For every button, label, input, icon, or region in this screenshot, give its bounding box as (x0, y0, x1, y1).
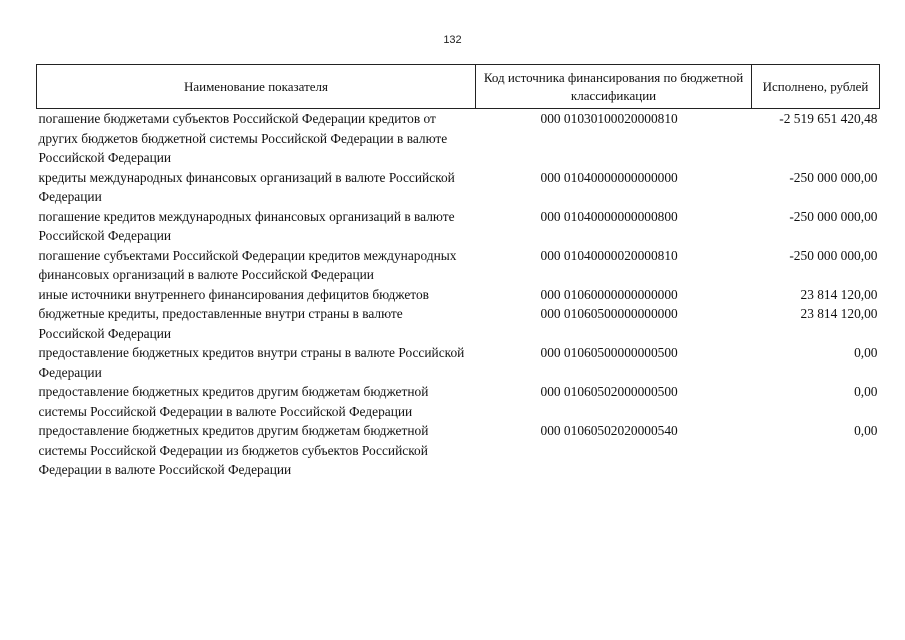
table-body (37, 109, 880, 480)
row-source-code: 000 01060502000000500 (540, 384, 678, 399)
table-row (37, 421, 880, 480)
header-source-code: Код источника финансирования по бюджетной классификации (476, 65, 752, 109)
budget-sources-table (36, 64, 880, 480)
row-indicator-name: погашение кредитов международных финансовых организаций в валюте Российской Федерации (38, 208, 455, 243)
row-executed-amount: -250 000 000,00 (789, 208, 878, 224)
row-executed-amount: 0,00 (854, 384, 878, 399)
row-source-code: 000 01060500000000000 (540, 306, 678, 321)
table-row (37, 343, 880, 382)
row-source-code: 000 01040000020000810 (540, 247, 678, 263)
row-indicator-name: предоставление бюджетных кредитов внутри страны в валюте Российской Федерации (38, 345, 465, 380)
row-source-code: 000 01060500000000500 (540, 345, 678, 360)
table-row (37, 207, 880, 246)
row-executed-amount: -250 000 000,00 (789, 247, 878, 263)
row-indicator-name: погашение бюджетами субъектов Российской Федерации кредитов от других бюджетов бюджетной системы Российской Федерации в валюте Российской Федерации (38, 111, 448, 165)
row-executed-amount: 23 814 120,00 (800, 306, 878, 321)
header-executed-amount: Исполнено, рублей (752, 65, 880, 109)
table-row (37, 304, 880, 343)
row-executed-amount: -2 519 651 420,48 (779, 111, 878, 126)
row-source-code: 000 01060000000000000 (540, 286, 678, 302)
table-row (37, 168, 880, 207)
row-executed-amount: 23 814 120,00 (800, 286, 878, 302)
row-source-code: 000 01040000000000000 (540, 169, 678, 185)
row-indicator-name: погашение субъектами Российской Федерации кредитов международных финансовых организаций в валюте Российской Федерации (38, 247, 457, 282)
row-indicator-name: бюджетные кредиты, предоставленные внутри страны в валюте Российской Федерации (38, 306, 403, 341)
row-executed-amount: -250 000 000,00 (789, 169, 878, 185)
table-row (37, 285, 880, 305)
row-indicator-name: кредиты международных финансовых организаций в валюте Российской Федерации (38, 169, 455, 204)
table-row (37, 382, 880, 421)
row-executed-amount: 0,00 (854, 423, 878, 438)
table-header (37, 65, 880, 109)
row-source-code: 000 01060502020000540 (540, 423, 678, 438)
row-indicator-name: предоставление бюджетных кредитов другим бюджетам бюджетной системы Российской Федерации из бюджетов субъектов Российской Федерации в валюте Российской Федерации (38, 423, 429, 477)
row-source-code: 000 01040000000000800 (540, 208, 678, 224)
table-row (37, 109, 880, 168)
row-executed-amount: 0,00 (854, 345, 878, 360)
row-indicator-name: иные источники внутреннего финансирования дефицитов бюджетов (38, 286, 429, 302)
row-indicator-name: предоставление бюджетных кредитов другим бюджетам бюджетной системы Российской Федерации в валюте Российской Федерации (38, 384, 429, 419)
row-source-code: 000 01030100020000810 (540, 111, 678, 126)
table-row (37, 246, 880, 285)
header-indicator-name: Наименование показателя (37, 65, 476, 109)
page-number: 132 (443, 34, 462, 46)
